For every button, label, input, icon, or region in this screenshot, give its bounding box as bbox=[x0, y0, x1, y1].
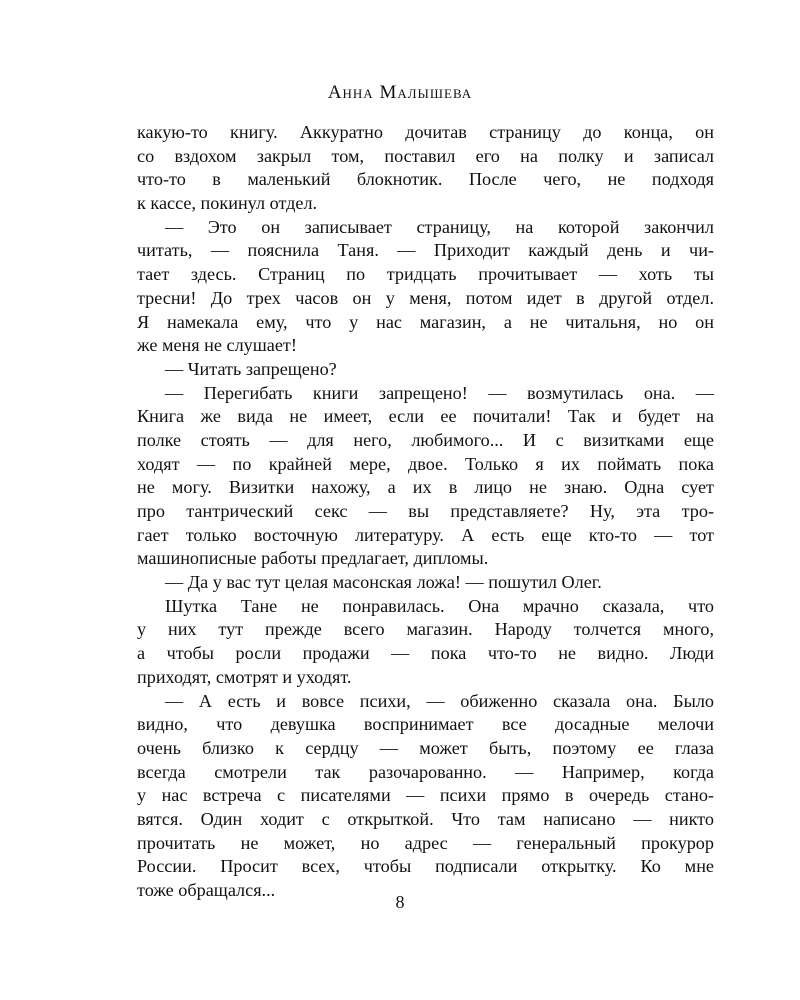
text-line: — Это он записывает страницу, на которой закончил bbox=[165, 216, 714, 237]
text-line: к кассе, покинул отдел. bbox=[137, 193, 318, 214]
text-line: Шутка Тане не понравилась. Она мрачно сказала, что bbox=[165, 595, 714, 616]
text-line: машинописные работы предлагает, дипломы. bbox=[137, 548, 489, 569]
text-line: что-то в маленький блокнотик. После чего, не подходя bbox=[137, 169, 714, 190]
text-line: какую-то книгу. Аккуратно дочитав страницу до конца, он bbox=[137, 122, 714, 142]
text-line: Я намекала ему, что у нас магазин, а не читальня, но он bbox=[137, 311, 714, 332]
text-line: полке стоять — для него, любимого... И с визитками еще bbox=[137, 429, 714, 450]
text-line: вятся. Один ходит с открыткой. Что там написано — никто bbox=[137, 808, 714, 829]
text-line: у нас встреча с писателями — психи прямо в очередь стано- bbox=[137, 785, 714, 806]
text-line: — Да у вас тут целая масонская ложа! — пошутил Олег. bbox=[165, 572, 602, 593]
text-line: — Читать запрещено? bbox=[165, 358, 337, 379]
text-line: тает здесь. Страниц по тридцать прочитывает — хоть ты bbox=[137, 264, 714, 285]
text-line: приходят, смотрят и уходят. bbox=[137, 666, 352, 687]
text-line: у них тут прежде всего магазин. Народу толчется много, bbox=[137, 619, 714, 640]
text-line: гает только восточную литературу. А есть еще кто-то — тот bbox=[137, 524, 714, 545]
text-line: — А есть и вовсе психи, — обиженно сказала она. Было bbox=[165, 690, 714, 711]
text-line: тресни! До трех часов он у меня, потом идет в другой отдел. bbox=[137, 287, 714, 308]
text-line: очень близко к сердцу — может быть, поэтому ее глаза bbox=[137, 737, 714, 758]
text-line: читать, — пояснила Таня. — Приходит каждый день и чи- bbox=[137, 240, 714, 261]
text-line: видно, что девушка воспринимает все досадные мелочи bbox=[137, 714, 714, 735]
text-line: всегда смотрели так разочарованно. — Например, когда bbox=[137, 761, 714, 782]
text-line: — Перегибать книги запрещено! — возмутилась она. — bbox=[165, 382, 714, 403]
text-line: же меня не слушает! bbox=[137, 335, 297, 356]
page-number: 8 bbox=[395, 892, 405, 912]
text-line: тоже обращался... bbox=[137, 880, 276, 900]
text-line: со вздохом закрыл том, поставил его на полку и записал bbox=[137, 145, 714, 166]
text-line: не могу. Визитки нахожу, а их в лицо не знаю. Одна сует bbox=[137, 477, 714, 498]
text-line: ходят — по крайней мере, двое. Только я их поймать пока bbox=[137, 453, 714, 474]
running-header-author: Анна Малышева bbox=[327, 82, 473, 103]
text-line: прочитать не может, но адрес — генеральный прокурор bbox=[137, 832, 714, 853]
text-line: а чтобы росли продажи — пока что-то не видно. Люди bbox=[137, 643, 714, 664]
text-line: про тантрический секс — вы представляете? Ну, эта тро- bbox=[137, 501, 714, 521]
page-body-text bbox=[137, 121, 714, 903]
text-line: России. Просит всех, чтобы подписали открытку. Ко мне bbox=[137, 856, 714, 877]
text-line: Книга же вида не имеет, если ее почитали! Так и будет на bbox=[137, 406, 714, 427]
